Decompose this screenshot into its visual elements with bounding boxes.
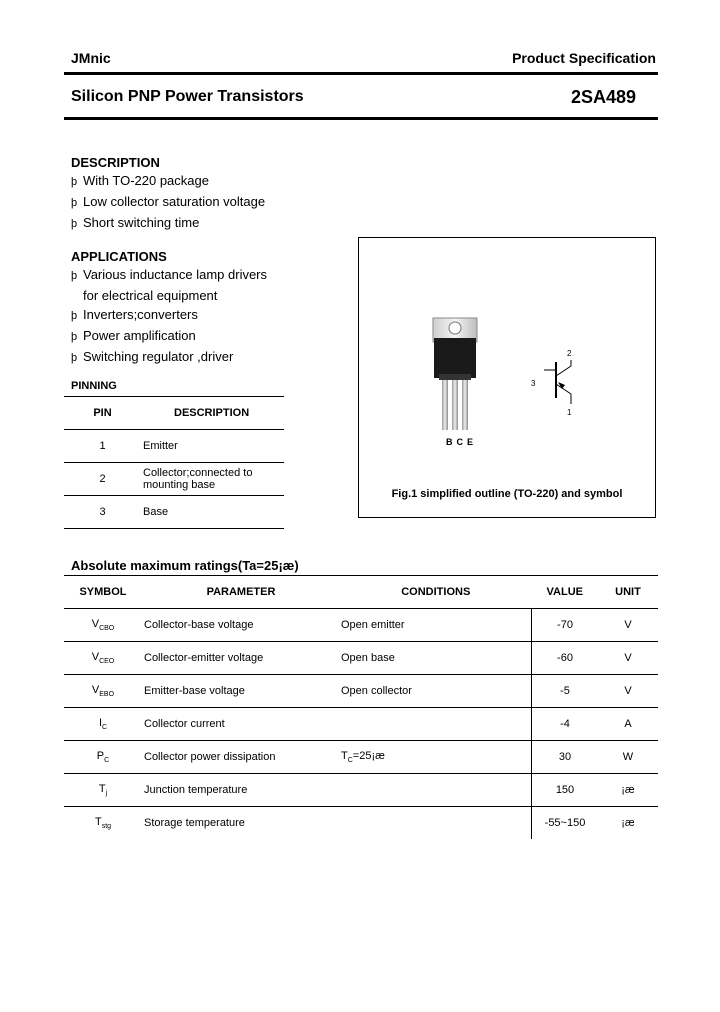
list-item: þ Low collector saturation voltage	[71, 192, 265, 213]
pinning-heading: PINNING	[71, 380, 117, 392]
column-header: SYMBOL	[64, 576, 142, 609]
list-item: þ Switching regulator ,driver	[71, 347, 267, 368]
table-row: $T_j$ Junction temperature 150 ¡æ	[64, 774, 658, 807]
symbol-pin-label: 1	[567, 408, 572, 417]
symbol-pin-label: 3	[531, 379, 536, 388]
list-item: þ Short switching time	[71, 213, 265, 234]
column-header: PIN	[64, 397, 141, 430]
product-line-title: Silicon PNP Power Transistors	[71, 88, 304, 105]
table-row: 3 Base	[64, 496, 284, 529]
list-item-continuation: for electrical equipment	[83, 288, 218, 303]
list-item: þ Various inductance lamp drivers	[71, 265, 267, 286]
bullet-icon: þ	[71, 331, 78, 343]
pin-letters: BCE	[446, 437, 478, 447]
bullet-icon: þ	[71, 352, 78, 364]
doc-type: Product Specification	[512, 50, 656, 66]
table-header-row	[64, 576, 658, 609]
column-header: PARAMETER	[142, 576, 341, 609]
figure-box	[358, 237, 656, 518]
list-item: þ Inverters;converters	[71, 305, 267, 326]
table-row: $T_{stg}$ Storage temperature -55~150 ¡æ	[64, 807, 658, 840]
header-rule	[64, 72, 658, 75]
table-row: $V_{EBO}$ Emitter-base voltage Open collector -5 V	[64, 675, 658, 708]
table-row: $P_C$ Collector power dissipation $T_C=25¡æ$ 30 W	[64, 741, 658, 774]
bullet-icon: þ	[71, 176, 78, 188]
bullet-icon: þ	[71, 270, 78, 282]
column-header: UNIT	[598, 576, 658, 609]
bullet-icon: þ	[71, 218, 78, 230]
bullet-icon: þ	[71, 310, 78, 322]
description-list	[71, 171, 265, 234]
column-header: DESCRIPTION	[141, 397, 284, 430]
table-row: 1 Emitter	[64, 430, 284, 463]
list-item: þ With TO-220 package	[71, 171, 265, 192]
applications-list	[71, 265, 267, 368]
description-heading: DESCRIPTION	[71, 155, 160, 170]
to220-package-image	[359, 238, 655, 517]
table-row: $V_{CBO}$ Collector-base voltage Open emitter -70 V	[64, 609, 658, 642]
figure-caption: Fig.1 simplified outline (TO-220) and symbol	[391, 488, 623, 500]
company-name: JMnic	[71, 50, 111, 66]
table-row: 2 Collector;connected to mounting base	[64, 463, 284, 496]
ratings-table	[64, 575, 658, 839]
part-number: 2SA489	[571, 87, 637, 107]
list-item: þ Power amplification	[71, 326, 267, 347]
applications-heading: APPLICATIONS	[71, 249, 167, 264]
title-rule	[64, 117, 658, 120]
bullet-icon: þ	[71, 197, 78, 209]
column-header: VALUE	[532, 576, 599, 609]
ratings-heading: Absolute maximum ratings(Ta=25¡æ)	[71, 558, 299, 573]
pinning-table	[64, 396, 284, 529]
table-row: $I_C$ Collector current -4 A	[64, 708, 658, 741]
table-header-row	[64, 397, 284, 430]
column-header: CONDITIONS	[341, 576, 532, 609]
table-row: $V_{CEO}$ Collector-emitter voltage Open base -60 V	[64, 642, 658, 675]
symbol-pin-label: 2	[567, 349, 572, 358]
